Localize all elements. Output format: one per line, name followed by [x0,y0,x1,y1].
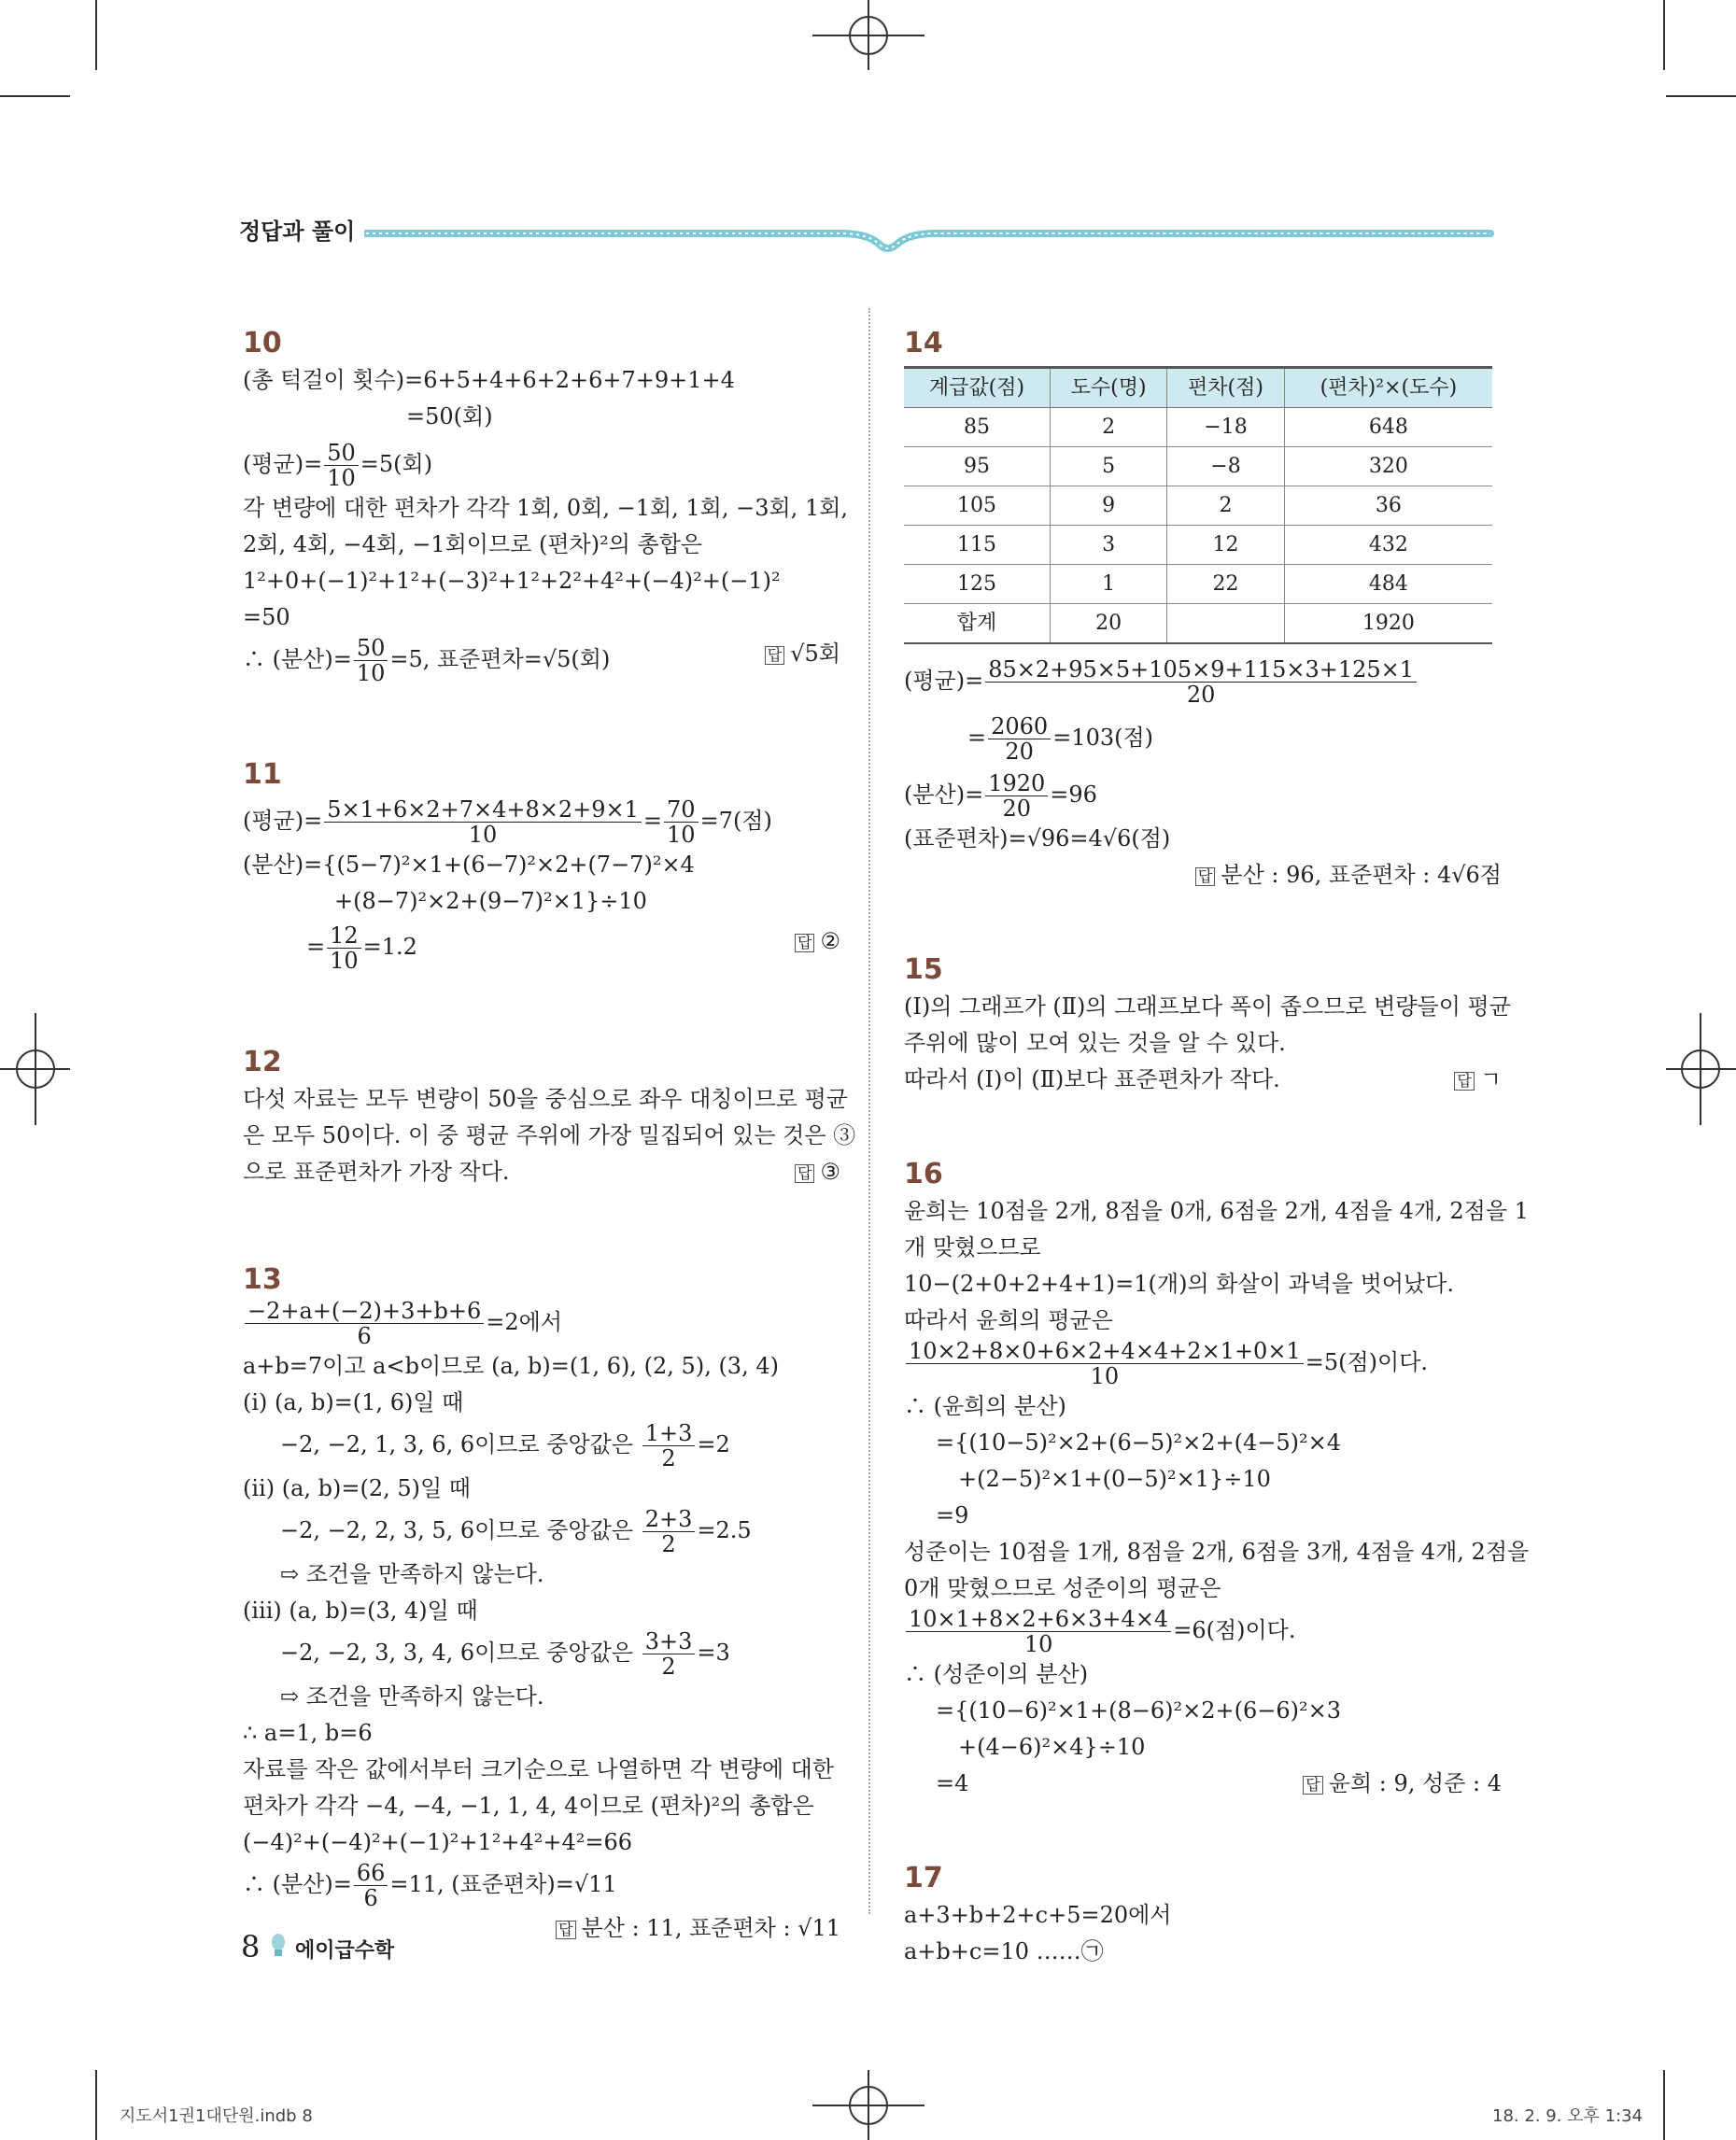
solution-line: (분산)={(5−7)²×1+(6−7)²×2+(7−7)²×4 [243,852,695,878]
solution-line: $\frac{10\times 2+8\times 0+6\times 2+4\times 4+2\times 1+0\times 1}{10}$ =5(점)이다. [904,1339,1502,1388]
solution-line: 다섯 자료는 모두 변량이 50을 중심으로 좌우 대칭이므로 평균 [243,1086,848,1112]
solution-line: ⇨ 조건을 만족하지 않는다. [280,1561,544,1587]
fraction: $\frac{50}{10}$ [354,636,388,685]
crop-mark [95,2070,97,2140]
solution-line: 2회, 4회, −4회, −1회이므로 (편차)²의 총합은 [243,531,703,557]
table-cell: 125 [904,565,1050,604]
solution-line: −2, −2, 2, 3, 5, 6이므로 중앙값은 $\frac{2+3}{2}$ =2.5 [280,1506,752,1557]
answer: 답 ③ [795,1154,840,1190]
fraction: $\frac{10\times 1+8\times 2+6\times 3+4\times 4}{10}$ [906,1607,1171,1656]
table-row [904,526,1492,565]
solution-line: 0개 맞혔으므로 성준이의 평균은 [904,1575,1221,1601]
solution-line: a+b+c=10 ……㉠ [904,1938,1104,1964]
crop-mark [0,95,70,97]
table-row [904,486,1492,526]
solution-line: 각 변량에 대한 편차가 각각 1회, 0회, −1회, 1회, −3회, 1회, [243,495,849,521]
solution-line: =50 [243,604,290,630]
answer: 답 √5회 [765,636,840,672]
fraction: $\frac{2060}{20}$ [988,714,1051,764]
solution-line: $\frac{10\times 1+8\times 2+6\times 3+4\times 4}{10}$ =6(점)이다. [904,1607,1502,1656]
answer-mark-icon: 답 [765,646,784,665]
solution-line: 윤희는 10점을 2개, 8점을 0개, 6점을 2개, 4점을 4개, 2점을 1 [904,1198,1529,1224]
fraction: $\frac{3+3}{2}$ [642,1629,696,1679]
answer-mark-icon: 답 [795,934,814,952]
answer-mark-icon: 답 [1195,867,1215,886]
crop-mark [1666,95,1736,97]
solution-line: ∴ (분산)= $\frac{50}{10}$ =5, 표준편차=√5(회) 답 √5회 [243,635,840,686]
solution-line: +(2−5)²×1+(0−5)²×1}÷10 [958,1466,1271,1492]
solution-line: (평균)= $\frac{85\times 2+95\times 5+105\times 9+115\times 3+125\times 1}{20}$ [904,657,1502,707]
problem-number-12: 12 [243,1046,282,1078]
registration-mark-left [0,1013,70,1125]
column-divider [868,308,870,1914]
crop-mark [1663,0,1665,70]
lightbulb-icon [269,1933,288,1959]
fraction: $\frac{2+3}{2}$ [642,1507,696,1556]
table-cell: 2 [1167,486,1284,526]
solution-line: 주위에 많이 모여 있는 것을 알 수 있다. [904,1030,1286,1056]
fraction: $\frac{85\times 2+95\times 5+105\times 9+115\times 3+125\times 1}{20}$ [985,657,1417,707]
fraction: $\frac{66}{6}$ [354,1861,388,1910]
solution-line: 따라서 (Ⅰ)이 (Ⅱ)보다 표준편차가 작다. 답 ㄱ [904,1062,1502,1098]
solution-line: (Ⅰ)의 그래프가 (Ⅱ)의 그래프보다 폭이 좁으므로 변량들이 평균 [904,993,1511,1020]
solution-line: 은 모두 50이다. 이 중 평균 주위에 가장 밀집되어 있는 것은 ③ [243,1122,856,1148]
solution-line: ∴ a=1, b=6 [243,1720,373,1746]
table-cell: 20 [1050,604,1166,644]
fraction: $\frac{5\times 1+6\times 2+7\times 4+8\times 2+9\times 1}{10}$ [324,797,642,847]
problem-number-17: 17 [904,1862,943,1894]
solution-line: 자료를 작은 값에서부터 크기순으로 나열하면 각 변량에 대한 [243,1756,835,1782]
answer: 답 분산 : 96, 표준편차 : 4√6점 [904,857,1502,894]
problem-number-13: 13 [243,1263,282,1296]
solution-line: +(8−7)²×2+(9−7)²×1}÷10 [334,888,647,914]
solution-line: 따라서 윤희의 평균은 [904,1307,1113,1333]
solution-line: =9 [936,1502,969,1528]
solution-line: (분산)= $\frac{1920}{20}$ =96 [904,770,1097,822]
table-header-cell: 계급값(점) [904,368,1050,408]
header-divider [364,217,1494,263]
table-cell: 484 [1284,565,1492,604]
print-timestamp: 18. 2. 9. 오후 1:34 [1492,2106,1644,2126]
answer: 답 ② [795,923,840,960]
solution-line: −2, −2, 1, 3, 6, 6이므로 중앙값은 $\frac{1+3}{2}$ =2 [280,1420,730,1471]
solution-line: ={(10−6)²×1+(8−6)²×2+(6−6)²×3 [936,1697,1341,1724]
table-cell: 320 [1284,447,1492,486]
page-header-title: 정답과 풀이 [239,218,356,245]
fraction: $\frac{70}{10}$ [664,797,699,847]
answer-mark-icon: 답 [1454,1072,1474,1091]
answer: 답 분산 : 11, 표준편차 : √11 [243,1910,840,1947]
solution-line: $\frac{-2+a+(-2)+3+b+6}{6}$ =2에서 [243,1299,840,1348]
solution-line: 성준이는 10점을 1개, 8점을 2개, 6점을 3개, 4점을 4개, 2점을 [904,1539,1530,1565]
table-cell: 2 [1050,408,1166,447]
table-cell: 1 [1050,565,1166,604]
table-header-cell: 편차(점) [1167,368,1284,408]
table-header-cell: (편차)²×(도수) [1284,368,1492,408]
table-cell: 12 [1167,526,1284,565]
crop-mark [95,0,97,70]
solution-line: (표준편차)=√96=4√6(점) [904,825,1171,852]
answer: 답 윤희 : 9, 성준 : 4 [1303,1766,1502,1802]
solution-line: ∴ (윤희의 분산) [904,1393,1066,1419]
problem-number-15: 15 [904,953,943,986]
registration-mark-bottom [812,2070,924,2140]
solution-line: a+b=7이고 a<b이므로 (a, b)=(1, 6), (2, 5), (3, 4) [243,1353,779,1379]
fraction: $\frac{1+3}{2}$ [642,1421,696,1471]
table-cell: 648 [1284,408,1492,447]
table-cell [1167,604,1284,644]
file-info: 지도서1권1대단원.indb 8 [120,2106,313,2126]
solution-line: −2, −2, 3, 3, 4, 6이므로 중앙값은 $\frac{3+3}{2}$ =3 [280,1628,730,1680]
frequency-table [904,366,1492,644]
fraction: $\frac{12}{10}$ [327,923,361,973]
table-cell: 1920 [1284,604,1492,644]
table-cell: 432 [1284,526,1492,565]
brand-name: 에이급수학 [295,1939,395,1963]
table-cell: −8 [1167,447,1284,486]
table-cell: 22 [1167,565,1284,604]
solution-line: 개 맞혔으므로 [904,1234,1041,1260]
table-cell: 9 [1050,486,1166,526]
table-row [904,565,1492,604]
answer-mark-icon: 답 [1303,1776,1322,1795]
answer-mark-icon: 답 [556,1921,575,1939]
solution-line: 으로 표준편차가 가장 작다. 답 ③ [243,1154,840,1190]
table-cell: 85 [904,408,1050,447]
solution-line: a+3+b+2+c+5=20에서 [904,1902,1172,1928]
solution-line: = $\frac{2060}{20}$ =103(점) [967,713,1154,765]
registration-mark-right [1666,1013,1736,1125]
table-cell: 115 [904,526,1050,565]
solution-line: (ⅱ) (a, b)=(2, 5)일 때 [243,1475,471,1501]
fraction: $\frac{-2+a+(-2)+3+b+6}{6}$ [245,1299,484,1348]
solution-line: 편차가 각각 −4, −4, −1, 1, 4, 4이므로 (편차)²의 총합은 [243,1793,814,1819]
solution-line: 10−(2+0+2+4+1)=1(개)의 화살이 과녁을 벗어났다. [904,1271,1454,1297]
answer-mark-icon: 답 [795,1164,814,1183]
problem-number-14: 14 [904,327,943,359]
solution-line: ∴ (성준이의 분산) [904,1661,1089,1687]
problem-number-10: 10 [243,327,282,359]
fraction: $\frac{10\times 2+8\times 0+6\times 2+4\times 4+2\times 1+0\times 1}{10}$ [906,1339,1304,1388]
left-column [243,308,856,1947]
solution-line: (총 턱걸이 횟수)=6+5+4+6+2+6+7+9+1+4 [243,367,735,393]
answer: 답 ㄱ [1454,1062,1502,1098]
solution-line: ={(10−5)²×2+(6−5)²×2+(4−5)²×4 [936,1429,1341,1456]
table-cell: 3 [1050,526,1166,565]
solution-line: ⇨ 조건을 만족하지 않는다. [280,1683,544,1710]
solution-line: = $\frac{12}{10}$ =1.2 답 ② [306,922,840,974]
table-cell: 105 [904,486,1050,526]
table-row [904,604,1492,644]
solution-line: +(4−6)²×4}÷10 [958,1734,1146,1760]
solution-line: (평균)= $\frac{50}{10}$ =5(회) [243,440,433,491]
solution-line: (ⅲ) (a, b)=(3, 4)일 때 [243,1598,478,1624]
table-row [904,408,1492,447]
solution-line: =50(회) [406,403,493,429]
crop-mark [1663,2070,1665,2140]
solution-line: =4 답 윤희 : 9, 성준 : 4 [904,1766,1502,1802]
table-cell: 95 [904,447,1050,486]
fraction: $\frac{1920}{20}$ [985,771,1048,821]
right-column [904,308,1530,1970]
page-number: 8 [241,1929,261,1964]
table-cell: −18 [1167,408,1284,447]
registration-mark-top [812,0,924,70]
solution-line: (−4)²+(−4)²+(−1)²+1²+4²+4²=66 [243,1829,633,1855]
fraction: $\frac{50}{10}$ [324,441,359,490]
table-row [904,447,1492,486]
solution-line: (ⅰ) (a, b)=(1, 6)일 때 [243,1389,464,1415]
table-header-cell: 도수(명) [1050,368,1166,408]
table-cell: 5 [1050,447,1166,486]
table-cell: 36 [1284,486,1492,526]
solution-line: ∴ (분산)= $\frac{66}{6}$ =11, (표준편차)=√11 [243,1860,617,1911]
problem-number-11: 11 [243,758,282,791]
table-cell: 합계 [904,604,1050,644]
solution-line: (평균)= $\frac{5\times 1+6\times 2+7\times 4+8\times 2+9\times 1}{10}$ = $\frac{70}{10}$ =7(점) [243,796,772,848]
problem-number-16: 16 [904,1158,943,1190]
solution-line: 1²+0+(−1)²+1²+(−3)²+1²+2²+4²+(−4)²+(−1)² [243,568,781,594]
